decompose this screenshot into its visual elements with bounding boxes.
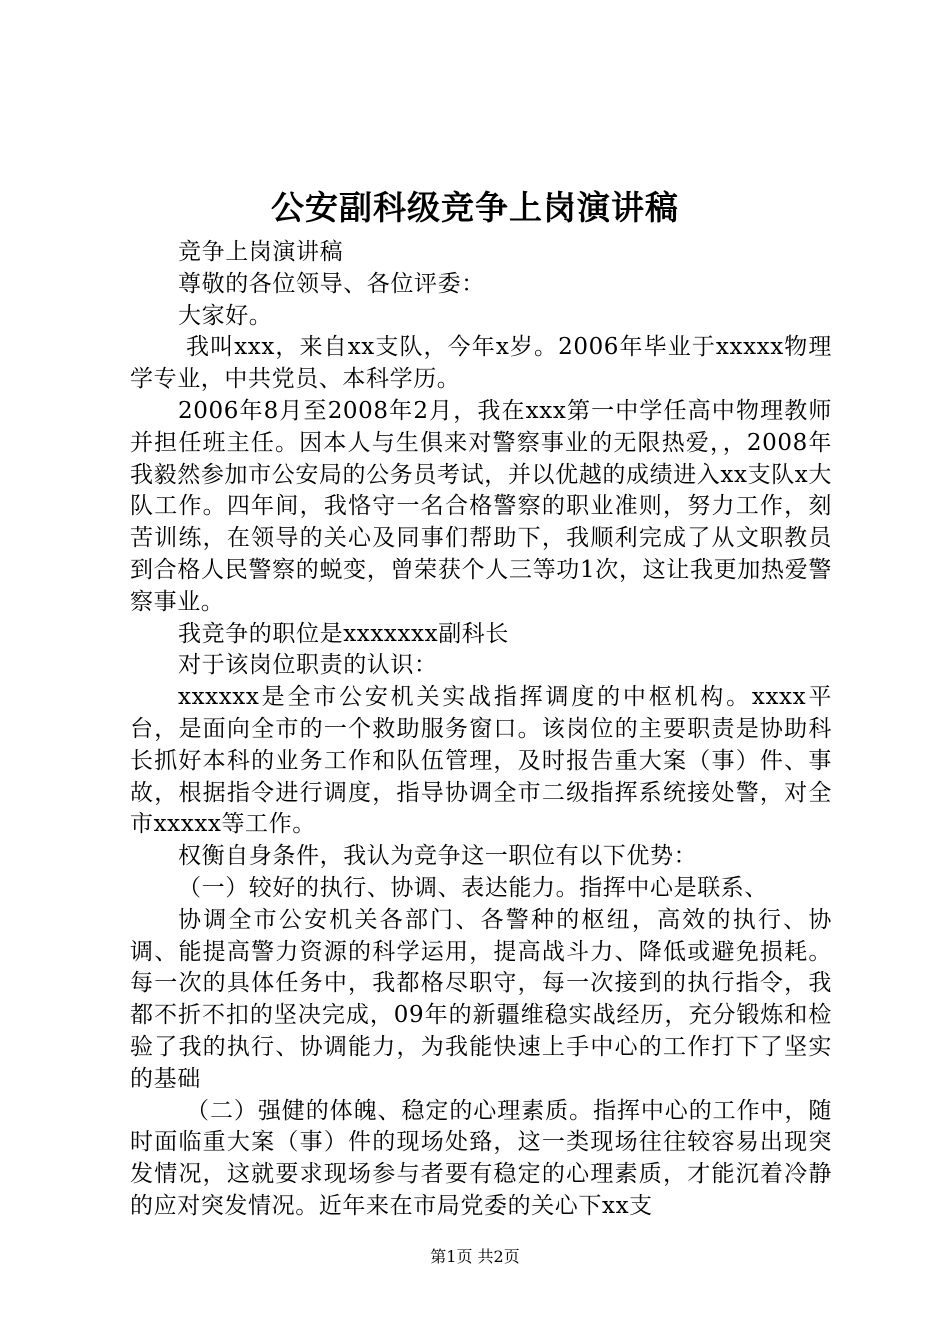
paragraph-experience: 2006年8月至2008年2月，我在xxx第一中学任高中物理教师并担任班主任。因本人与生俱来对警察事业的无限热爱，，2008年我毅然参加市公安局的公务员考试，并以优越的成绩进入xx支队x大队工作。四年间，我恪守一名合格警察的职业准则，努力工作，刻苦训练，在领导的关心及同事们帮助下，我顺利完成了从文职教员到合格人民警察的蜕变，曾荣获个人三等功1次，这让我更加热爱警察事业。: [130, 397, 832, 615]
paragraph-greeting: 大家好。: [178, 302, 273, 329]
document-body: [130, 237, 832, 1223]
page-footer: 第1页 共2页: [430, 1247, 520, 1266]
paragraph-salutation: 尊敬的各位领导、各位评委：: [178, 270, 485, 297]
paragraph-introduction: 我叫xxx，来自xx支队，今年x岁。2006年毕业于xxxxx物理学专业，中共党员、本科学历。: [130, 334, 832, 393]
paragraph-heading: 竞争上岗演讲稿: [178, 239, 344, 265]
paragraph-advantage-one-body: 协调全市公安机关各部门、各警种的枢纽，高效的执行、协调、能提高警力资源的科学运用，提高战斗力、降低或避免损耗。每一次的具体任务中，我都格尽职守，每一次接到的执行指令，我都不折不扣的坚决完成，09年的新疆维稳实战经历，充分锻炼和检验了我的执行、协调能力，为我能快速上手中心的工作打下了坚实的基础: [130, 906, 832, 1092]
paragraph-understanding-heading: 对于该岗位职责的认识：: [178, 652, 438, 679]
paragraph-advantage-one-heading: （一）较好的执行、协调、表达能力。指挥中心是联系、: [178, 874, 768, 901]
paragraph-advantages-heading: 权衡自身条件，我认为竞争这一职位有以下优势：: [178, 843, 698, 870]
paragraph-position: 我竞争的职位是xxxxxxx副科长: [178, 620, 509, 647]
paragraph-duties: xxxxxx是全市公安机关实战指挥调度的中枢机构。xxxx平台，是面向全市的一个救助服务窗口。该岗位的主要职责是协助科长抓好本科的业务工作和队伍管理，及时报告重大案（事）件、事故，根据指令进行调度，指导协调全市二级指挥系统接处警，对全市xxxxx等工作。: [130, 684, 832, 838]
document-title: 公安副科级竞争上岗演讲稿: [271, 188, 679, 227]
paragraph-advantage-two: （二）强健的体魄、稳定的心理素质。指挥中心的工作中，随时面临重大案（事）件的现场处臵，这一类现场往往较容易出现突发情况，这就要求现场参与者要有稳定的心理素质，才能沉着冷静的应对突发情况。近年来在市局党委的关心下xx支: [130, 1097, 832, 1219]
